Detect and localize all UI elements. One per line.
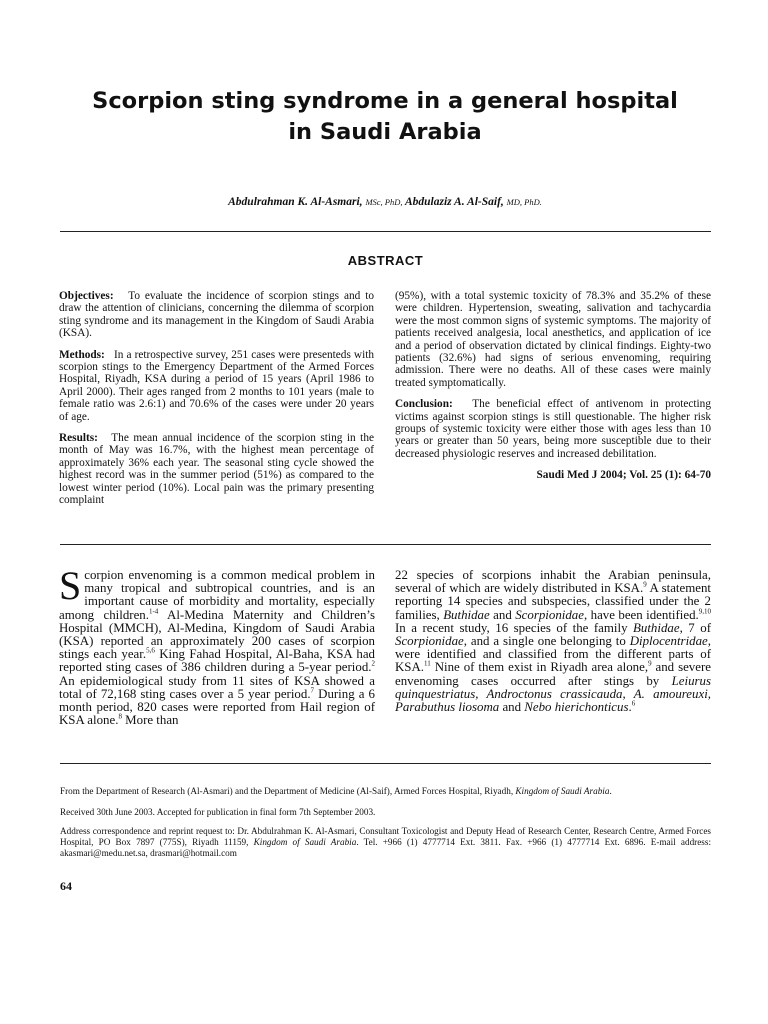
author-2-degree: MD, PhD.	[506, 197, 542, 207]
conclusion-label: Conclusion:	[395, 398, 453, 411]
body-text: .	[628, 700, 632, 715]
footer-rule	[60, 763, 711, 764]
author-1-degree: MSc, PhD,	[365, 197, 403, 207]
correspondence-note	[60, 826, 711, 859]
reference-marker: 7	[310, 686, 315, 695]
author-line	[60, 196, 710, 208]
results-label: Results:	[59, 432, 98, 445]
body-text: , and a single one belonging to	[463, 634, 630, 649]
methods-label: Methods:	[59, 348, 105, 361]
reference-marker: 11	[424, 660, 431, 669]
reference-marker: 9	[643, 580, 647, 589]
results-continued: (95%), with a total systemic toxicity of 78.3% and 35.2% of these were children. Hypertension, sweating, salivation and tachycardia were the most common signs of systemic symptoms. The majority of patients received analgesia, local anesthetics, and application of ice and a period of observation dictated by clinical findings. Eighty-two patients (32.6%) had signs of serious envenoming, requiring admission. There were no deaths. All of these cases were mainly treated symptomatically.	[395, 290, 711, 389]
journal-citation: Saudi Med J 2004; Vol. 25 (1): 64-70	[536, 469, 711, 482]
body-text: and severe envenoming cases occurred after stings by	[395, 660, 711, 688]
reference-marker: 2	[371, 660, 375, 669]
taxon-name: Nebo hierichonticus	[524, 700, 629, 715]
affiliation-country: Kingdom of Saudi Arabia	[515, 786, 610, 796]
methods-paragraph	[59, 349, 374, 423]
taxon-name: Scorpionidae	[395, 634, 464, 649]
body-right-column	[395, 569, 711, 714]
body-text: , 7 of	[679, 620, 711, 635]
correspondence-contact: . Tel. +966 (1) 4777714 Ext. 3811. Fax. +966 (1) 4777714 Ext. 6896. E-mail address: akasmari@medu.net.sa, drasmari@hotmail.com	[60, 837, 712, 858]
affiliation-note	[60, 786, 711, 797]
abstract-right-column	[395, 290, 711, 482]
body-text: King Fahad Hospital, Al-Baha, KSA had reported sting cases of 386 children during a 5-year period.	[59, 647, 375, 675]
correspondence-text: Address correspondence and reprint request to: Dr. Abdulrahman K. Al-Asmari, Consultant Toxicologist and Deputy Head of Research Center, Research Centre, Armed Forces Hospital, PO Box 7897 (775S), Riyadh 11159,	[60, 826, 711, 847]
objectives-text: To evaluate the incidence of scorpion stings and to draw the attention of clinicians, concerning the dilemma of scorpion sting syndrome and its management in the Kingdom of Saudi Arabia (KSA).	[59, 290, 374, 340]
article-title	[60, 86, 710, 148]
body-text: More than	[121, 713, 179, 728]
affiliation-end: .	[609, 786, 612, 796]
taxon-name: Scorpionidae	[515, 607, 584, 622]
body-text: , were identified and classified from the different parts of KSA.	[395, 634, 711, 675]
drop-cap: S	[59, 563, 82, 608]
taxon-name: Diplocentridae	[629, 634, 708, 649]
author-1-name: Abdulrahman K. Al-Asmari,	[228, 196, 363, 208]
title-line-2: in Saudi Arabia	[288, 119, 482, 145]
taxon-name: Buthidae	[443, 607, 490, 622]
conclusion-paragraph	[395, 398, 711, 460]
reference-marker: 6	[631, 699, 636, 708]
objectives-label: Objectives:	[59, 290, 114, 302]
affiliation-text: From the Department of Research (Al-Asmari) and the Department of Medicine (Al-Saif), Armed Forces Hospital, Riyadh,	[60, 786, 516, 796]
body-text: and	[499, 700, 525, 715]
body-text: corpion envenoming is a common medical problem in many tropical and subtropical countries, and is an important cause of morbidity and mortality, especially among children.	[59, 568, 375, 622]
reference-marker: 9	[648, 660, 652, 669]
body-text: Nine of them exist in Riyadh area alone,	[430, 660, 649, 675]
page-number: 64	[60, 879, 72, 893]
body-text: , have been identified.	[583, 607, 699, 622]
conclusion-text: The beneficial effect of antivenom in protecting victims against scorpion stings is still questionable. The higher risk groups of systemic toxicity were either those with ages less than 10 years or greater than 50 years, being more susceptible due to their decreased physiologic reserves and increased debilitation.	[395, 398, 711, 460]
abstract-heading: ABSTRACT	[347, 253, 424, 268]
body-text: and	[489, 607, 516, 622]
body-text: A statement reporting 14 species and subspecies, classified under the 2 families,	[395, 581, 711, 622]
top-rule	[60, 231, 711, 232]
author-2-name: Abdulaziz A. Al-Saif,	[404, 196, 504, 208]
taxon-name: Leiurus quinquestriatus, Androctonus crassicauda, A. amoureuxi, Parabuthus liosoma	[395, 673, 711, 715]
body-left-column	[59, 563, 375, 728]
results-paragraph	[59, 432, 374, 506]
results-text: The mean annual incidence of the scorpion sting in the month of May was 16.7%, with the highest mean percentage of approximately 36% each year. The seasonal sting cycle showed the highest record was in the summer period (51%) as compared to the lowest winter period (10%). Local pain was the primary presenting complaint	[59, 432, 374, 507]
reference-marker: 8	[118, 712, 122, 721]
body-text: 22 species of scorpions inhabit the Arabian peninsula, several of which are widely distributed in KSA.	[395, 568, 711, 596]
taxon-name: Buthidae	[633, 620, 680, 635]
title-line-1: Scorpion sting syndrome in a general hospital	[92, 88, 678, 114]
body-text: During a 6 month period, 820 cases were reported from Hail region of KSA alone.	[59, 686, 375, 728]
body-text: In a recent study, 16 species of the family	[395, 620, 634, 635]
correspondence-country: Kingdom of Saudi Arabia	[253, 837, 357, 847]
reference-marker: 1-4	[148, 607, 159, 616]
middle-rule	[60, 544, 711, 545]
body-text: Al-Medina Maternity and Children’s Hospital (MMCH), Al-Medina, Kingdom of Saudi Arabia (KSA) reported an approximately 200 cases of scorpion stings each year.	[59, 607, 375, 662]
methods-text: In a retrospective survey, 251 cases were presenteds with scorpion stings to the Emergency Department of the Armed Forces Hospital, Riyadh, KSA during a period of 15 years (April 1986 to April 2000). Their ages ranged from 2 months to 101 years (male to female ratio was 2.6:1) and 70.6% of the cases were under 20 years of age.	[59, 348, 374, 423]
body-text: An epidemiological study from 11 sites of KSA showed a total of 72,168 sting cases over a 5 year period.	[59, 673, 375, 701]
abstract-left-column	[59, 290, 374, 516]
reference-marker: 5,6	[146, 646, 155, 655]
received-note: Received 30th June 2003. Accepted for publication in final form 7th September 2003.	[60, 807, 376, 817]
reference-marker: 9,10	[698, 607, 712, 616]
objectives-paragraph	[59, 290, 374, 340]
